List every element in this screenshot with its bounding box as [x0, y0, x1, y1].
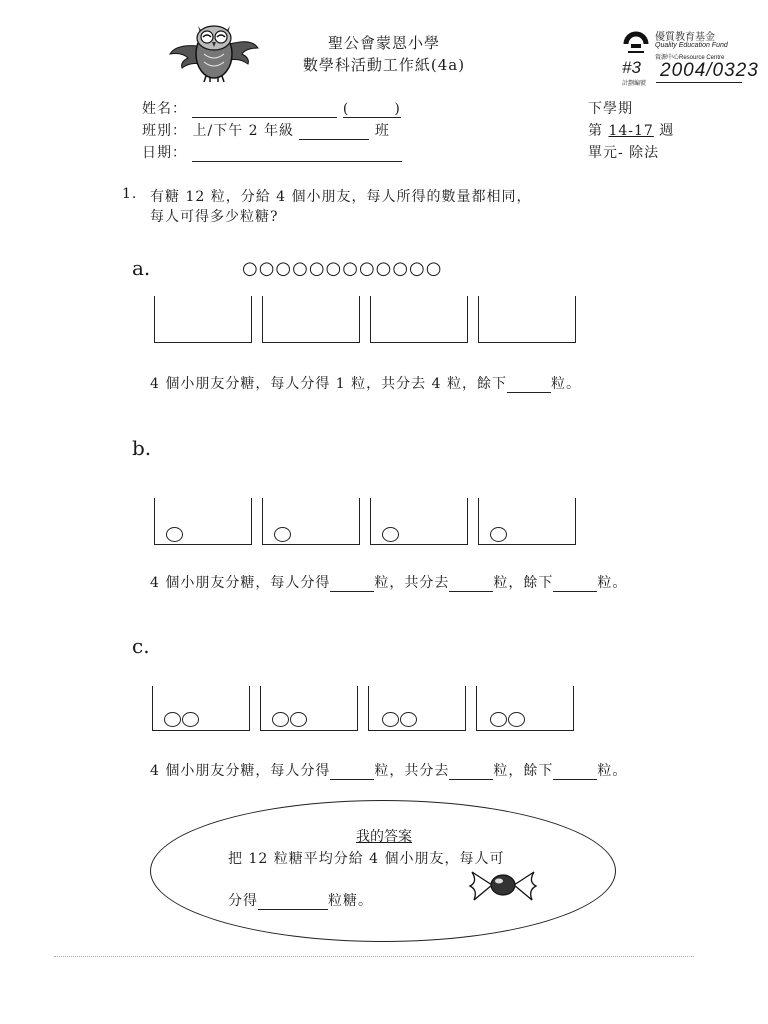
name-label: 姓名： — [142, 101, 187, 117]
class-suffix: 班 — [374, 123, 390, 139]
part-c-candy — [290, 712, 307, 727]
part-b-label: b. — [132, 436, 152, 460]
part-a-box-3[interactable] — [370, 296, 468, 343]
reg-label: 計劃編號 — [622, 81, 647, 87]
part-c-each-blank[interactable] — [330, 765, 374, 780]
school-name: 聖公會蒙恩小學 — [327, 34, 440, 52]
answer-oval — [150, 800, 616, 942]
name-field — [142, 98, 401, 118]
handwritten-number: 2004/0323 — [660, 60, 759, 81]
wrapped-candy-icon — [468, 866, 538, 904]
week-value: 14-17 — [608, 123, 654, 139]
part-c-candy — [182, 712, 199, 727]
date-input-line[interactable] — [192, 147, 402, 162]
class-value: 上/下午 2 年級 — [192, 123, 294, 139]
week-prefix: 第 — [588, 123, 603, 139]
part-b-candy — [382, 527, 399, 542]
part-b-candy — [166, 527, 183, 542]
part-c-total-blank[interactable] — [449, 765, 493, 780]
handwritten-underline — [656, 82, 742, 83]
part-a-remainder-blank[interactable] — [507, 378, 551, 393]
part-c-sentence — [150, 760, 627, 780]
part-a-box-2[interactable] — [262, 296, 360, 343]
part-c-text-4: 粒。 — [597, 763, 628, 779]
question-line-2: 每人可得多少粒糖? — [150, 209, 279, 225]
part-c-box-4[interactable] — [476, 686, 574, 731]
part-b-text-2: 粒，共分去 — [374, 575, 450, 591]
answer-text-2: 粒糖。 — [328, 893, 373, 909]
part-c-text-2: 粒，共分去 — [374, 763, 450, 779]
part-a-candies: ○○○○○○○○○○○○ — [242, 258, 443, 279]
part-b-total-blank[interactable] — [449, 577, 493, 592]
part-c-text-3: 粒，餘下 — [493, 763, 554, 779]
part-b-text-1: 4 個小朋友分糖，每人分得 — [150, 575, 331, 591]
answer-text-1: 分得 — [228, 893, 258, 909]
class-label: 班別： — [142, 123, 187, 139]
part-b-text-4: 粒。 — [597, 575, 628, 591]
part-a-text-1: 4 個小朋友分糖，每人分得 1 粒，共分去 4 粒，餘下 — [150, 376, 507, 392]
part-a-box-1[interactable] — [154, 296, 252, 343]
part-b-text-3: 粒，餘下 — [493, 575, 554, 591]
handwritten-mark: #3 — [622, 58, 641, 77]
question-number: 1. — [122, 186, 138, 202]
part-c-candy — [272, 712, 289, 727]
part-b-candy — [490, 527, 507, 542]
part-c-candy — [164, 712, 181, 727]
part-b-each-blank[interactable] — [330, 577, 374, 592]
part-c-candy — [382, 712, 399, 727]
part-a-sentence — [150, 373, 581, 393]
part-c-label: c. — [132, 634, 150, 658]
quality-education-fund-logo-icon — [622, 30, 652, 58]
date-field — [142, 142, 402, 162]
fund-name: 優質教育基金 — [655, 32, 715, 43]
name-input-line[interactable] — [192, 103, 337, 118]
part-c-remainder-blank[interactable] — [553, 765, 597, 780]
part-b-candy — [274, 527, 291, 542]
part-c-box-3[interactable] — [368, 686, 466, 731]
part-c-text-1: 4 個小朋友分糖，每人分得 — [150, 763, 331, 779]
part-a-box-4[interactable] — [478, 296, 576, 343]
week — [588, 120, 674, 140]
scan-dotted-line — [54, 956, 694, 957]
class-input-line[interactable] — [299, 125, 369, 140]
part-b-remainder-blank[interactable] — [553, 577, 597, 592]
part-a-text-2: 粒。 — [550, 376, 581, 392]
date-label: 日期： — [142, 145, 187, 161]
part-b-sentence — [150, 572, 627, 592]
fund-english: Quality Education Fund — [655, 42, 728, 49]
answer-blank[interactable] — [258, 895, 328, 910]
part-c-candy — [400, 712, 417, 727]
week-suffix: 週 — [659, 123, 675, 139]
answer-title: 我的答案 — [356, 829, 412, 845]
fund-centre: 資源中心Resource Centre — [655, 55, 725, 61]
unit: 單元- 除法 — [588, 145, 660, 161]
answer-line-1: 把 12 粒糖平均分給 4 個小朋友，每人可 — [228, 851, 505, 867]
class-number-paren: ( ) — [342, 101, 401, 117]
part-a-label: a. — [132, 256, 151, 280]
sheet-title: 數學科活動工作紙(4a) — [302, 56, 466, 74]
question-line-1: 有糖 12 粒，分給 4 個小朋友，每人所得的數量都相同， — [150, 189, 532, 205]
term: 下學期 — [588, 101, 633, 117]
answer-line-2 — [228, 890, 373, 910]
class-field — [142, 120, 390, 140]
part-c-candy — [490, 712, 507, 727]
part-c-candy — [508, 712, 525, 727]
